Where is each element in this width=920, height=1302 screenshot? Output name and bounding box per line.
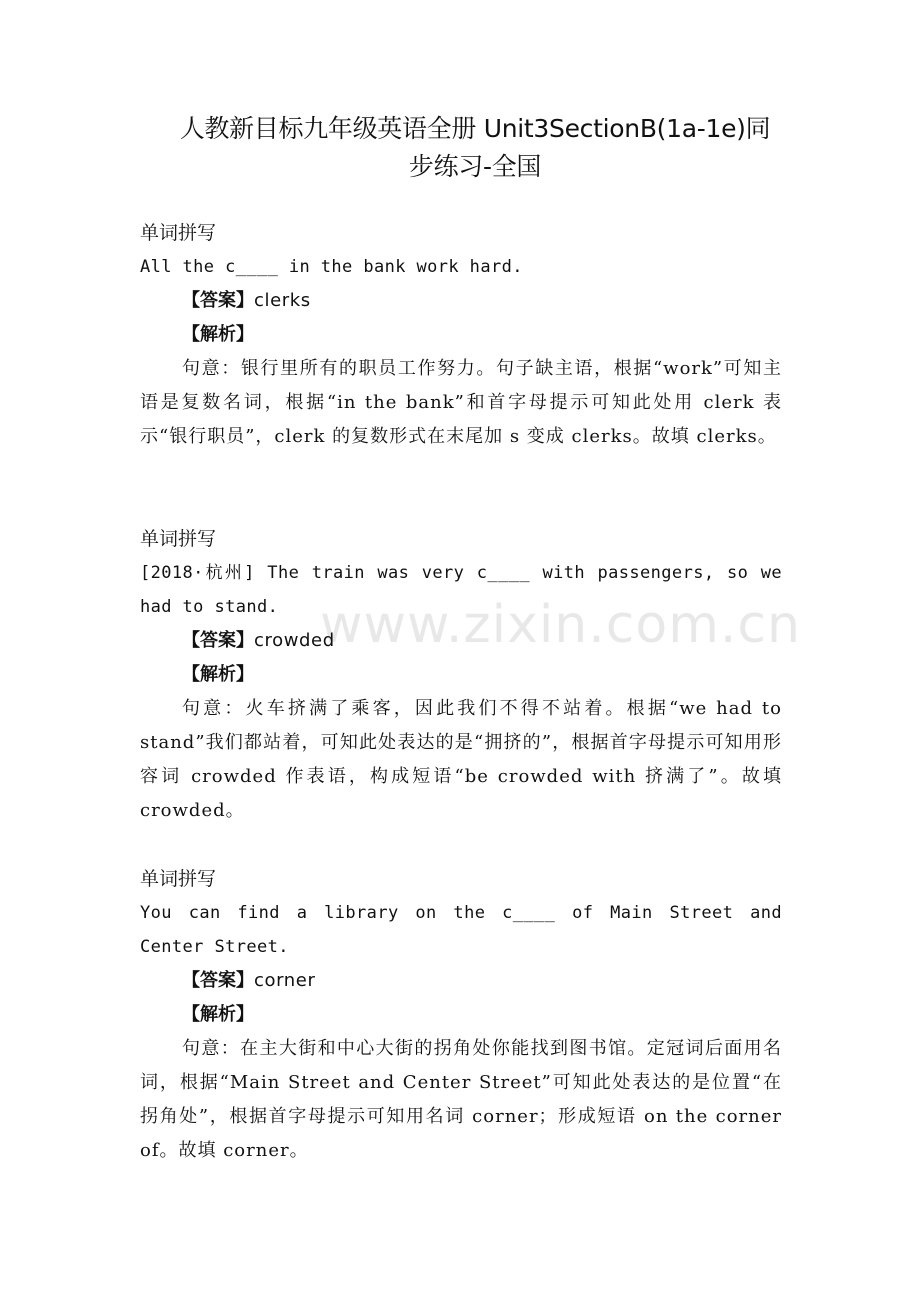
analysis-label: 【解析】 [182, 664, 254, 685]
answer-value: crowded [254, 630, 335, 651]
answer-line [140, 964, 782, 998]
question-block-3 [140, 862, 782, 1168]
analysis-label: 【解析】 [182, 1004, 254, 1025]
analysis-text: 句意：火车挤满了乘客，因此我们不得不站着。根据“we had to stand”我们都站着，可知此处表达的是“拥挤的”，根据首字母提示可知用形容词 crowded 作表语，构成短语“be crowded with 挤满了”。故填 crowded。 [140, 698, 782, 821]
answer-label: 【答案】 [182, 970, 254, 991]
analysis-text: 句意：在主大街和中心大街的拐角处你能找到图书馆。定冠词后面用名词，根据“Main Street and Center Street”可知此处表达的是位置“在拐角处”，根据首字母提示可知用名词 corner；形成短语 on the corner of。故填 corner。 [140, 1038, 782, 1161]
analysis-label-line [140, 318, 782, 352]
answer-label: 【答案】 [182, 290, 254, 311]
answer-line [140, 284, 782, 318]
question-heading: 单词拼写 [140, 528, 217, 550]
question-heading: 单词拼写 [140, 222, 217, 244]
analysis-text: 句意：银行里所有的职员工作努力。句子缺主语，根据“work”可知主语是复数名词，根据“in the bank”和首字母提示可知此处用 clerk 表示“银行职员”，clerk 的复数形式在末尾加 s 变成 clerks。故填 clerks。 [140, 358, 782, 447]
page-title [150, 110, 800, 186]
question-text: [2018·杭州] The train was very c____ with passengers, so we had to stand. [140, 563, 782, 617]
analysis-label-line [140, 658, 782, 692]
answer-label: 【答案】 [182, 630, 254, 651]
question-heading: 单词拼写 [140, 868, 217, 890]
question-block-1 [140, 216, 782, 454]
question-text: All the c____ in the bank work hard. [140, 257, 523, 277]
answer-line [140, 624, 782, 658]
answer-value: clerks [254, 290, 311, 311]
watermark: www.zixin.com.cn [320, 595, 801, 655]
analysis-label-line [140, 998, 782, 1032]
question-text: You can find a library on the c____ of Main Street and Center Street. [140, 903, 782, 957]
title-line-2: 步练习-全国 [408, 152, 542, 181]
analysis-label: 【解析】 [182, 324, 254, 345]
title-line-1: 人教新目标九年级英语全册 Unit3SectionB(1a-1e)同 [179, 114, 771, 143]
answer-value: corner [254, 970, 316, 991]
question-block-2 [140, 522, 782, 828]
